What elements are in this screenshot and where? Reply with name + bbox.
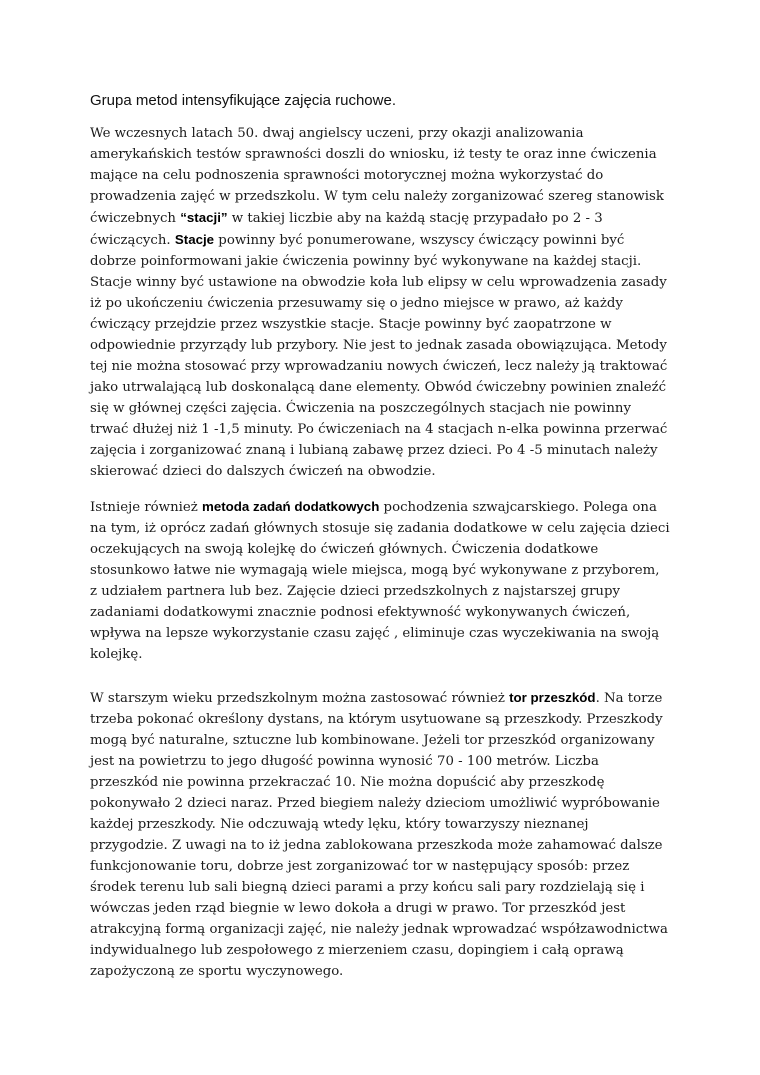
- paragraph-additional-tasks: [90, 496, 670, 665]
- keyword-stacji: “stacji”: [180, 210, 228, 225]
- paragraph-text: We wczesnych latach 50. dwaj angielscy uczeni, przy okazji analizowania amerykańskich testów sprawności doszli do wniosku, iż testy te oraz inne ćwiczenia mające na celu podnoszenia sprawności motorycznej można wykorzystać do prowadzenia zajęć w przedszkolu. W tym celu należy zorganizować szereg stanowisk ćwiczebnych: [90, 126, 664, 226]
- document-title: Grupa metod intensyfikujące zajęcia ruchowe.: [90, 92, 396, 109]
- paragraph-text: Istnieje również: [90, 500, 202, 515]
- paragraph-text: powinny być ponumerowane, wszyscy ćwiczący powinni być dobrze poinformowani jakie ćwiczenia powinny być wykonywane na każdej stacji. Stacje winny być ustawione na obwodzie koła lub elipsy w celu wprowadzenia zasady iż po ukończeniu ćwiczenia przesuwamy się o jedno miejsce w prawo, aż każdy ćwiczący przejdzie przez wszystkie stacje. Stacje powinny być zaopatrzone w odpowiednie przyrządy lub przybory. Nie jest to jednak zasada obowiązująca. Metody tej nie można stosować przy wprowadzaniu nowych ćwiczeń, lecz należy ją traktować jako utrwalającą lub doskonalącą dane elementy. Obwód ćwiczebny powinien znaleźć się w głównej części zajęcia. Ćwiczenia na poszczególnych stacjach nie powinny trwać dłużej niż 1 -1,5 minuty. Po ćwiczeniach na 4 stacjach n-elka powinna przerwać zajęcia i zorganizować znaną i lubianą zabawę przez dzieci. Po 4 -5 minutach należy skierować dzieci do dalszych ćwiczeń na obwodzie.: [90, 233, 668, 479]
- keyword-tor-przeszkod: tor przeszkód: [509, 690, 596, 705]
- paragraph-stations: [90, 123, 670, 482]
- paragraph-text: . Na torze trzeba pokonać określony dystans, na którym usytuowane są przeszkody. Przeszkody mogą być naturalne, sztuczne lub kombinowane. Jeżeli tor przeszkód organizowany jest na powietrzu to jego długość powinna wynosić 70 - 100 metrów. Liczba przeszkód nie powinna przekraczać 10. Nie można dopuścić aby przeszkodę pokonywało 2 dzieci naraz. Przed biegiem należy dzieciom umożliwić wypróbowanie każdej przeszkody. Nie odczuwają wtedy lęku, który towarzyszy nieznanej przygodzie. Z uwagi na to iż jedna zablokowana przeszkoda może zahamować dalsze funkcjonowanie toru, dobrze jest zorganizować tor w następujący sposób: przez środek terenu lub sali biegną dzieci parami a przy końcu sali pary rozdzielają się i wówczas jeden rząd biegnie w lewo dokoła a drugi w prawo. Tor przeszkód jest atrakcyjną formą organizacji zajęć, nie należy jednak wprowadzać współzawodnictwa indywidualnego lub zespołowego z mierzeniem czasu, dopingiem i całą oprawą zapożyczoną ze sportu wyczynowego.: [90, 691, 668, 979]
- paragraph-text: w takiej liczbie aby na każdą stację przypadało po 2 - 3 ćwiczących.: [90, 211, 603, 248]
- keyword-stacje: Stacje: [174, 232, 215, 247]
- paragraph-text: W starszym wieku przedszkolnym można zastosować również: [90, 691, 510, 706]
- document-page: [90, 92, 670, 996]
- paragraph-text: pochodzenia szwajcarskiego. Polega ona na tym, iż oprócz zadań głównych stosuje się zadania dodatkowe w celu zajęcia dzieci oczekujących na swoją kolejkę do ćwiczeń głównych. Ćwiczenia dodatkowe stosunkowo łatwe nie wymagają wiele miejsca, mogą być wykonywane z przyborem, z udziałem partnera lub bez. Zajęcie dzieci przedszkolnych z najstarszej grupy zadaniami dodatkowymi znacznie podnosi efektywność wykonywanych ćwiczeń, wpływa na lepsze wykorzystanie czasu zajęć , eliminuje czas wyczekiwania na swoją kolejkę.: [90, 500, 670, 662]
- paragraph-obstacle-course: [90, 687, 670, 982]
- keyword-metoda-zadan-dodatkowych: metoda zadań dodatkowych: [202, 499, 380, 514]
